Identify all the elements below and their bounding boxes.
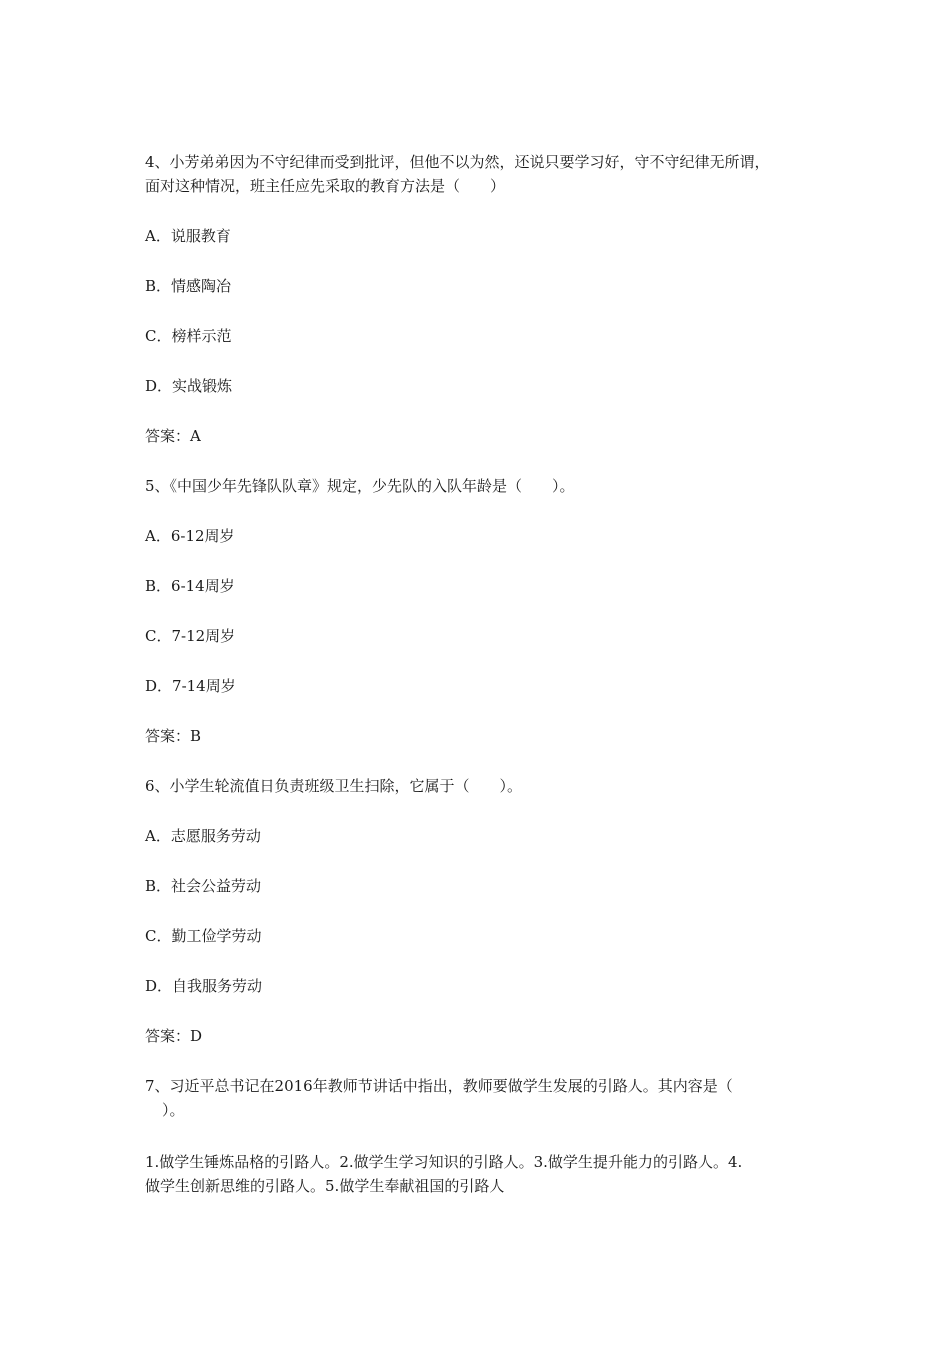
question-4-stem-line-2: 面对这种情况，班主任应先采取的教育方法是（ ） xyxy=(145,177,506,195)
question-7-items-line-1: 1.做学生锤炼品格的引路人。2.做学生学习知识的引路人。3.做学生提升能力的引路人。4. xyxy=(145,1153,743,1171)
question-4-option-b: B．情感陶冶 xyxy=(145,277,232,295)
question-5-answer: 答案：B xyxy=(145,727,202,745)
question-4-option-d: D．实战锻炼 xyxy=(145,377,233,395)
question-4-answer: 答案：A xyxy=(145,427,201,445)
question-5-option-d: D．7-14周岁 xyxy=(145,677,236,695)
question-4-option-a: A．说服教育 xyxy=(145,227,231,245)
question-6-option-d: D．自我服务劳动 xyxy=(145,977,263,995)
question-6-stem-line-1: 6、小学生轮流值日负责班级卫生扫除，它属于（ ）。 xyxy=(145,777,523,795)
question-6-option-a: A．志愿服务劳动 xyxy=(145,827,261,845)
question-7-stem-line-2: ）。 xyxy=(162,1101,185,1119)
question-4-stem-line-1: 4、小芳弟弟因为不守纪律而受到批评，但他不以为然，还说只要学习好，守不守纪律无所谓， xyxy=(145,153,770,171)
question-4-option-c: C．榜样示范 xyxy=(145,327,232,345)
question-6-answer: 答案：D xyxy=(145,1027,203,1045)
question-5-option-a: A．6-12周岁 xyxy=(145,527,235,545)
question-5-option-b: B．6-14周岁 xyxy=(145,577,235,595)
question-5-option-c: C．7-12周岁 xyxy=(145,627,236,645)
question-6-option-b: B．社会公益劳动 xyxy=(145,877,262,895)
question-7-stem-line-1: 7、习近平总书记在2016年教师节讲话中指出，教师要做学生发展的引路人。其内容是（ xyxy=(145,1077,733,1095)
question-5-stem-line-1: 5、《中国少年先锋队队章》规定，少先队的入队年龄是（ ）。 xyxy=(145,477,575,495)
question-6-option-c: C．勤工俭学劳动 xyxy=(145,927,262,945)
question-7-items-line-2: 做学生创新思维的引路人。5.做学生奉献祖国的引路人 xyxy=(145,1177,505,1195)
